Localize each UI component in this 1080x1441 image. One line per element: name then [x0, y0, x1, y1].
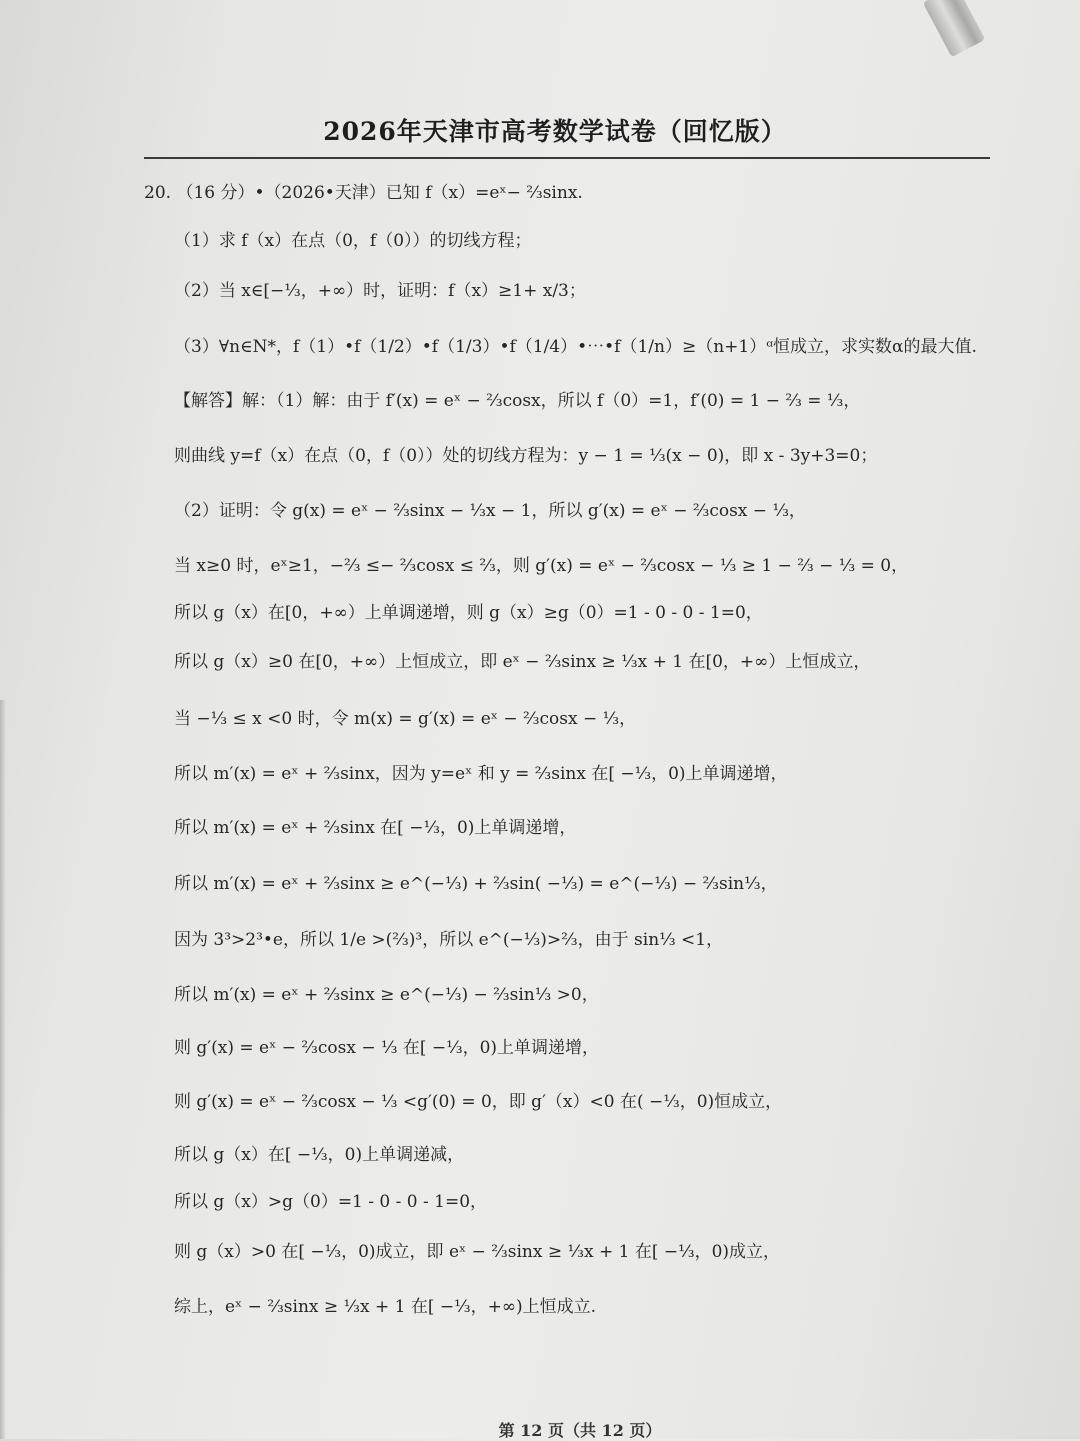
- page-number: 第 12 页（共 12 页）: [498, 1421, 662, 1440]
- solution-line: 所以 m′(x) = eˣ + ⅔sinx ≥ e^(−⅓) + ⅔sin( −⅓) = e^(−⅓) − ⅔sin⅓，: [174, 874, 778, 894]
- pen-tip-object: [923, 0, 986, 57]
- solution-line: 则曲线 y=f（x）在点（0，f（0））处的切线方程为：y − 1 = ⅓(x − 0)，即 x - 3y+3=0；: [174, 446, 878, 466]
- title-divider: [144, 157, 990, 159]
- solution-line: 所以 g（x）在[ −⅓，0)上单调递减，: [174, 1145, 465, 1165]
- solution-line: 所以 m′(x) = eˣ + ⅔sinx，因为 y=eˣ 和 y = ⅔sinx 在[ −⅓，0)上单调递增，: [174, 764, 788, 784]
- solution-line: 综上，eˣ − ⅔sinx ≥ ⅓x + 1 在[ −⅓，+∞)上恒成立.: [174, 1297, 597, 1317]
- solution-line: 当 x≥0 时，eˣ≥1，−⅔ ≤− ⅔cosx ≤ ⅔，则 g′(x) = eˣ − ⅔cosx − ⅓ ≥ 1 − ⅔ − ⅓ = 0，: [174, 556, 909, 576]
- solution-line: 所以 g（x）≥0 在[0，+∞）上恒成立，即 eˣ − ⅔sinx ≥ ⅓x + 1 在[0，+∞）上恒成立，: [174, 652, 871, 672]
- question-2: （2）当 x∈[−⅓，+∞）时，证明：f（x）≥1+ x/3；: [174, 281, 586, 301]
- page-title: 2026年天津市高考数学试卷（回忆版）: [323, 117, 787, 146]
- solution-line: 【解答】解：（1）解：由于 f′(x) = eˣ − ⅔cosx，所以 f（0）=1，f′(0) = 1 − ⅔ = ⅓，: [174, 391, 861, 411]
- solution-line: 当 −⅓ ≤ x <0 时，令 m(x) = g′(x) = eˣ − ⅔cosx − ⅓，: [174, 709, 637, 729]
- solution-line: 所以 m′(x) = eˣ + ⅔sinx 在[ −⅓，0)上单调递增，: [174, 818, 577, 838]
- solution-line: 因为 3³>2³•e，所以 1/e >(⅔)³，所以 e^(−⅓)>⅔，由于 sin⅓ <1，: [174, 930, 724, 950]
- solution-line: 则 g（x）>0 在[ −⅓，0)成立，即 eˣ − ⅔sinx ≥ ⅓x + 1 在[ −⅓，0)成立，: [174, 1242, 781, 1262]
- solution-line: 则 g′(x) = eˣ − ⅔cosx − ⅓ 在[ −⅓，0)上单调递增，: [174, 1038, 600, 1058]
- solution-line: （2）证明：令 g(x) = eˣ − ⅔sinx − ⅓x − 1，所以 g′(x) = eˣ − ⅔cosx − ⅓，: [174, 501, 806, 521]
- question-1: （1）求 f（x）在点（0，f（0））的切线方程；: [174, 231, 532, 251]
- problem-stem: 20. （16 分）•（2026•天津）已知 f（x）=eˣ− ⅔sinx.: [144, 183, 583, 203]
- solution-line: 所以 m′(x) = eˣ + ⅔sinx ≥ e^(−⅓) − ⅔sin⅓ >0，: [174, 985, 599, 1005]
- solution-line: 所以 g（x）在[0，+∞）上单调递增，则 g（x）≥g（0）=1 - 0 - 0 - 1=0，: [174, 603, 763, 623]
- question-3: （3）∀n∈N*，f（1）•f（1/2）•f（1/3）•f（1/4）•⋯•f（1/n）≥（n+1）ᵅ恒成立，求实数α的最大值.: [174, 337, 977, 357]
- solution-line: 所以 g（x）>g（0）=1 - 0 - 0 - 1=0，: [174, 1192, 488, 1212]
- solution-line: 则 g′(x) = eˣ − ⅔cosx − ⅓ <g′(0) = 0，即 g′（x）<0 在( −⅓，0)恒成立，: [174, 1092, 783, 1112]
- page-edge-shadow: [0, 700, 6, 1439]
